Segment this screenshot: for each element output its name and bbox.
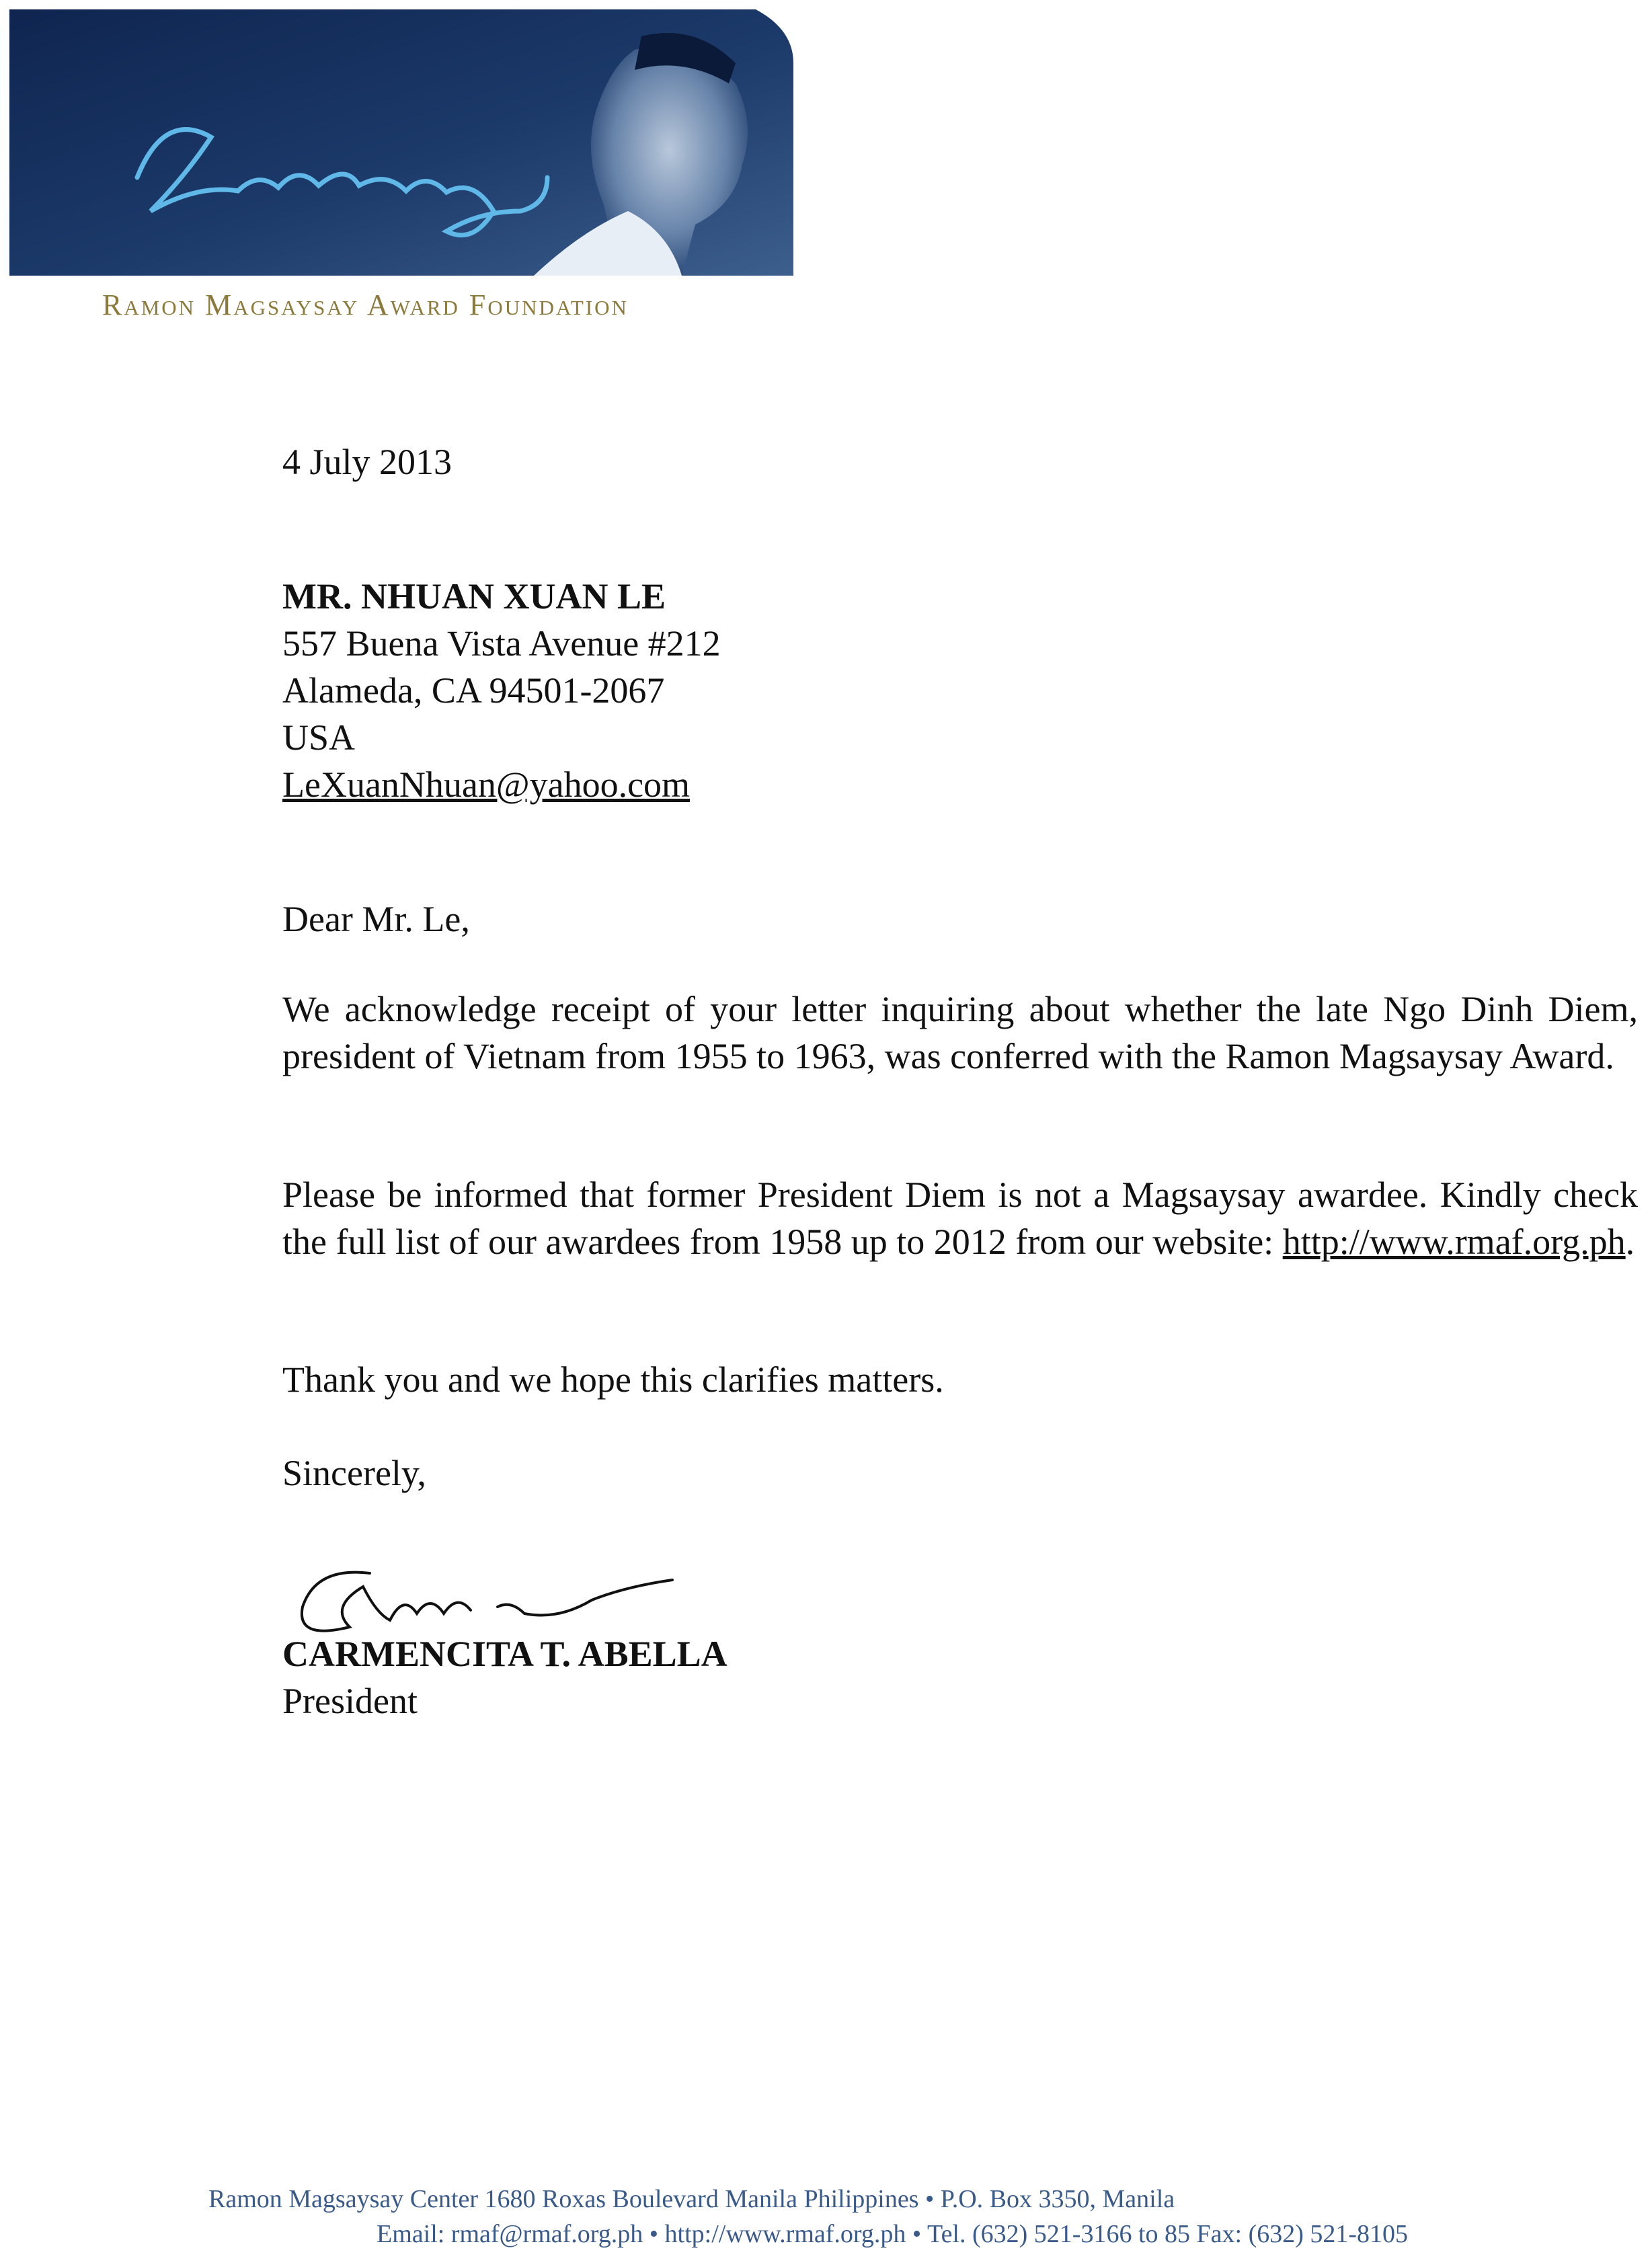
recipient-address: [282, 573, 1638, 808]
closing: Sincerely,: [282, 1453, 426, 1493]
recipient-email-link[interactable]: LeXuanNhuan@yahoo.com: [282, 764, 691, 805]
footer: [0, 2182, 1652, 2252]
signer-title: President: [282, 1681, 418, 1721]
letter-date: 4 July 2013: [282, 442, 453, 482]
letterhead-artwork: [9, 9, 793, 276]
footer-contact: Email: rmaf@rmaf.org.ph • http://www.rmaf.org.ph • Tel. (632) 521-3166 to 85 Fax: (632) 521-8105: [377, 2220, 1409, 2248]
paragraph-2: [282, 1171, 1638, 1265]
recipient-street: 557 Buena Vista Avenue #212: [282, 623, 721, 664]
recipient-country: USA: [282, 717, 356, 758]
organization-name: Ramon Magsaysay Award Foundation: [102, 288, 629, 321]
salutation: Dear Mr. Le,: [282, 899, 470, 939]
footer-address: Ramon Magsaysay Center 1680 Roxas Boulevard Manila Philippines • P.O. Box 3350, Manila: [208, 2185, 1175, 2213]
recipient-name: MR. NHUAN XUAN LE: [282, 576, 666, 617]
paragraph-1: We acknowledge receipt of your letter inquiring about whether the late Ngo Dinh Diem, president of Vietnam from 1955 to 1963, was conferred with the Ramon Magsaysay Award.: [282, 989, 1638, 1076]
paragraph-2-end: .: [1625, 1222, 1635, 1262]
letterhead-banner: [9, 9, 793, 276]
paragraph-2-text: Please be informed that former President Diem is not a Magsaysay awardee. Kindly check the full list of our awardees from 1958 up to 2012 from our website:: [282, 1175, 1638, 1262]
website-link[interactable]: http://www.rmaf.org.ph: [1282, 1222, 1626, 1262]
paragraph-3: Thank you and we hope this clarifies matters.: [282, 1359, 944, 1400]
signer-name: CARMENCITA T. ABELLA: [282, 1634, 727, 1674]
signer-block: [282, 1630, 1638, 1724]
recipient-city: Alameda, CA 94501-2067: [282, 670, 665, 711]
